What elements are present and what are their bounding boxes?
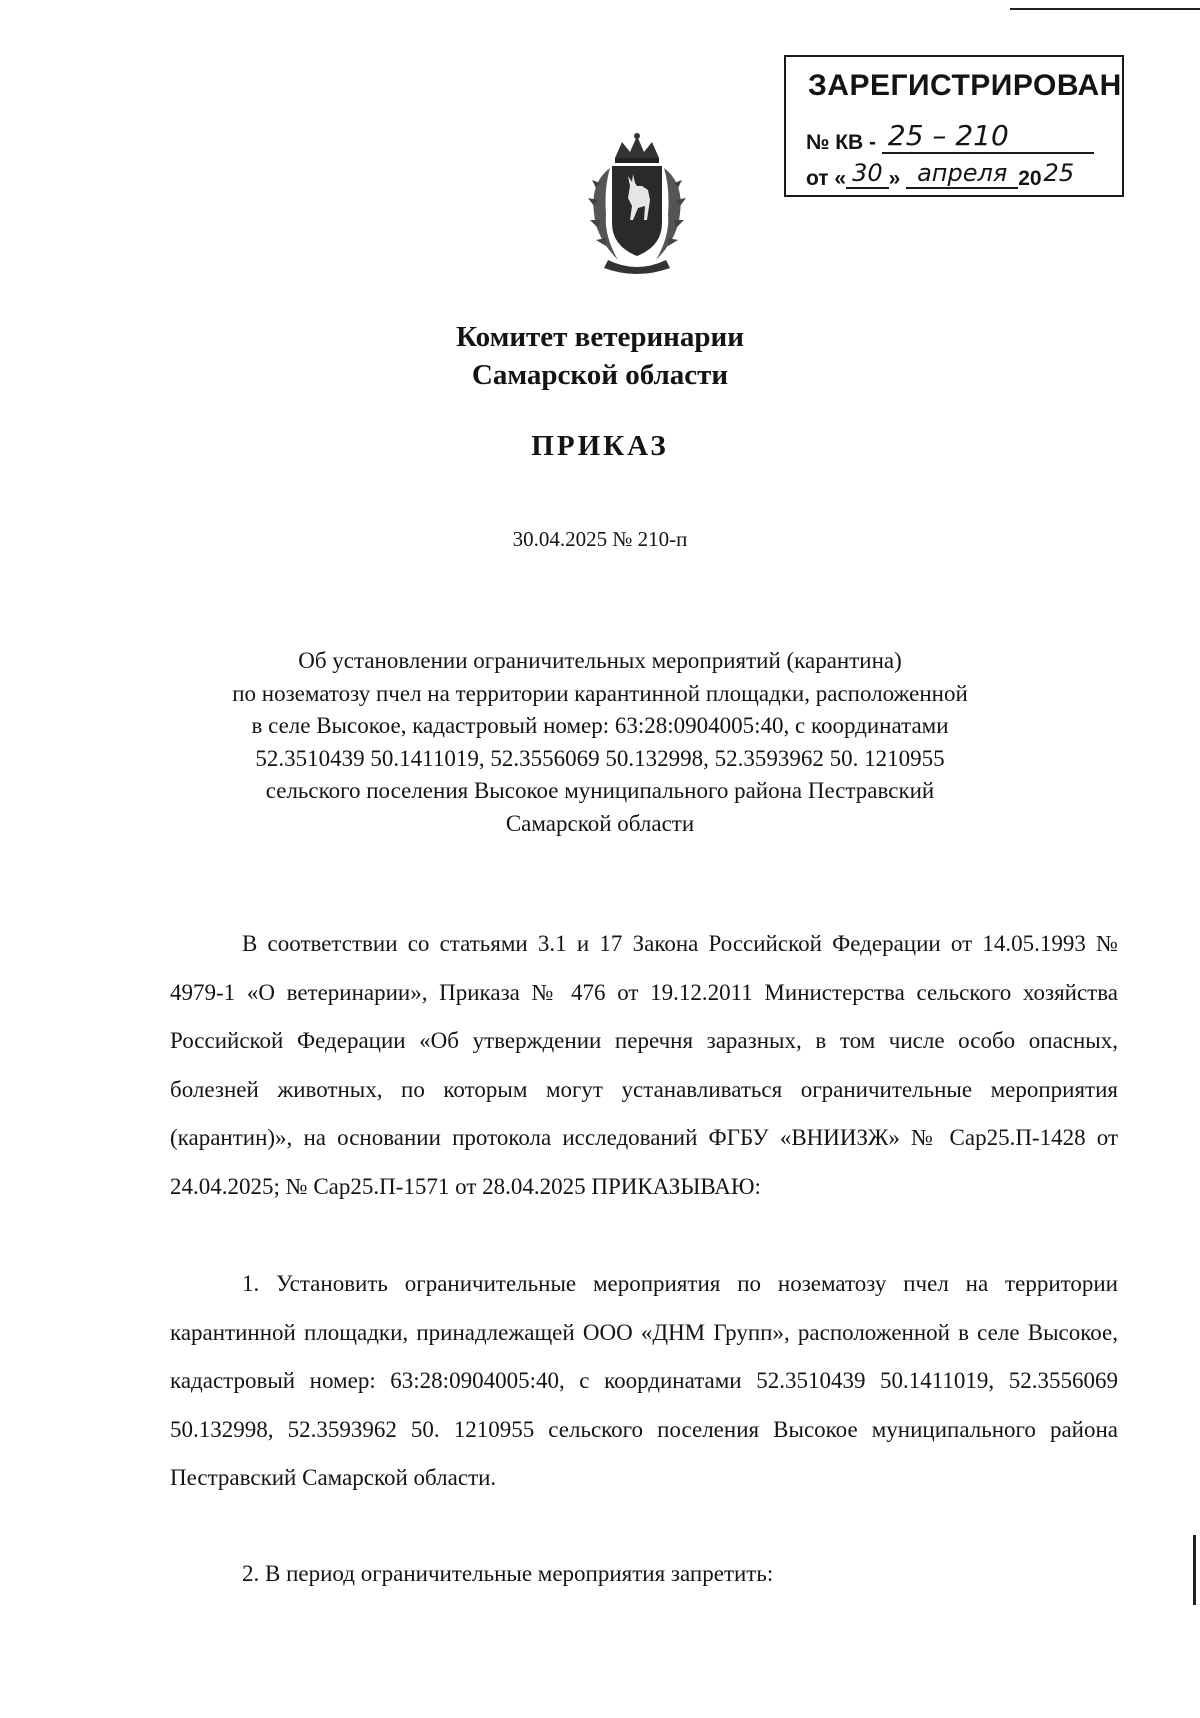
preamble-paragraph-block (170, 920, 1118, 1211)
stamp-date-line (806, 159, 1076, 193)
stamp-date-year-prefix: 20 (1018, 167, 1042, 190)
top-edge-rule (1010, 8, 1200, 10)
stamp-title: ЗАРЕГИСТРИРОВАН (808, 69, 1122, 102)
item-2-block (170, 1550, 1118, 1599)
stamp-number-handwritten: 25 – 210 (882, 119, 1094, 154)
order-subject (150, 645, 1050, 840)
stamp-number-prefix: № КВ - (806, 131, 877, 154)
stamp-date-year-suffix: 25 (1043, 159, 1075, 187)
subject-line: Самарской области (505, 810, 695, 836)
order-item-1: 1. Установить ограничительные мероприятия по нозематозу пчел на территории карантинной площадки, принадлежащей ООО «ДНМ Групп», расположенной в селе Высокое, кадастровый номер: 63:28:0904005:40, с координатами 52.3510439 50.1411019, 52.3556069 50.132998, 52.3593962 50. 1210955 сельского поселения Высокое муниципального района Пестравский Самарской области. (170, 1271, 1118, 1490)
order-date-number: 30.04.2025 № 210-п (512, 527, 688, 551)
stamp-date-mid: » (888, 167, 901, 190)
committee-name-line2: Самарской области (471, 359, 729, 391)
order-title: ПРИКАЗ (531, 430, 669, 462)
right-edge-mark (1193, 1535, 1196, 1605)
samara-region-coat-of-arms-icon (570, 128, 704, 278)
stamp-date-month: апреля (906, 159, 1018, 189)
subject-line: сельского поселения Высокое муниципального района Пестравский (265, 778, 935, 803)
subject-line: Об установлении ограничительных мероприятий (карантина) (298, 648, 902, 673)
committee-name (0, 318, 1200, 394)
subject-line: по нозематозу пчел на территории карантинной площадки, расположенной (232, 680, 968, 706)
committee-name-line1: Комитет ветеринарии (456, 321, 744, 353)
stamp-date-day: 30 (846, 159, 889, 189)
stamp-date-prefix: от « (806, 167, 847, 190)
subject-line: 52.3510439 50.1411019, 52.3556069 50.132998, 52.3593962 50. 1210955 (255, 745, 945, 771)
registration-stamp (784, 55, 1124, 197)
item-1-block (170, 1260, 1118, 1503)
order-item-2: 2. В период ограничительные мероприятия запретить: (242, 1561, 774, 1586)
preamble-paragraph: В соответствии со статьями 3.1 и 17 Закона Российской Федерации от 14.05.1993 № 4979-1 «О ветеринарии», Приказа № 476 от 19.12.2011 Министерства сельского хозяйства Российской Федерации «Об утверждении перечня заразных, в том числе особо опасных, болезней животных, по которым могут устанавливаться ограничительные мероприятия (карантин)», на основании протокола исследований ФГБУ «ВНИИЗЖ» № Сар25.П-1428 от 24.04.2025; № Сар25.П-1571 от 28.04.2025 ПРИКАЗЫВАЮ: (170, 931, 1118, 1199)
subject-line: в селе Высокое, кадастровый номер: 63:28:0904005:40, с координатами (251, 713, 949, 738)
stamp-number-line (806, 119, 1094, 158)
